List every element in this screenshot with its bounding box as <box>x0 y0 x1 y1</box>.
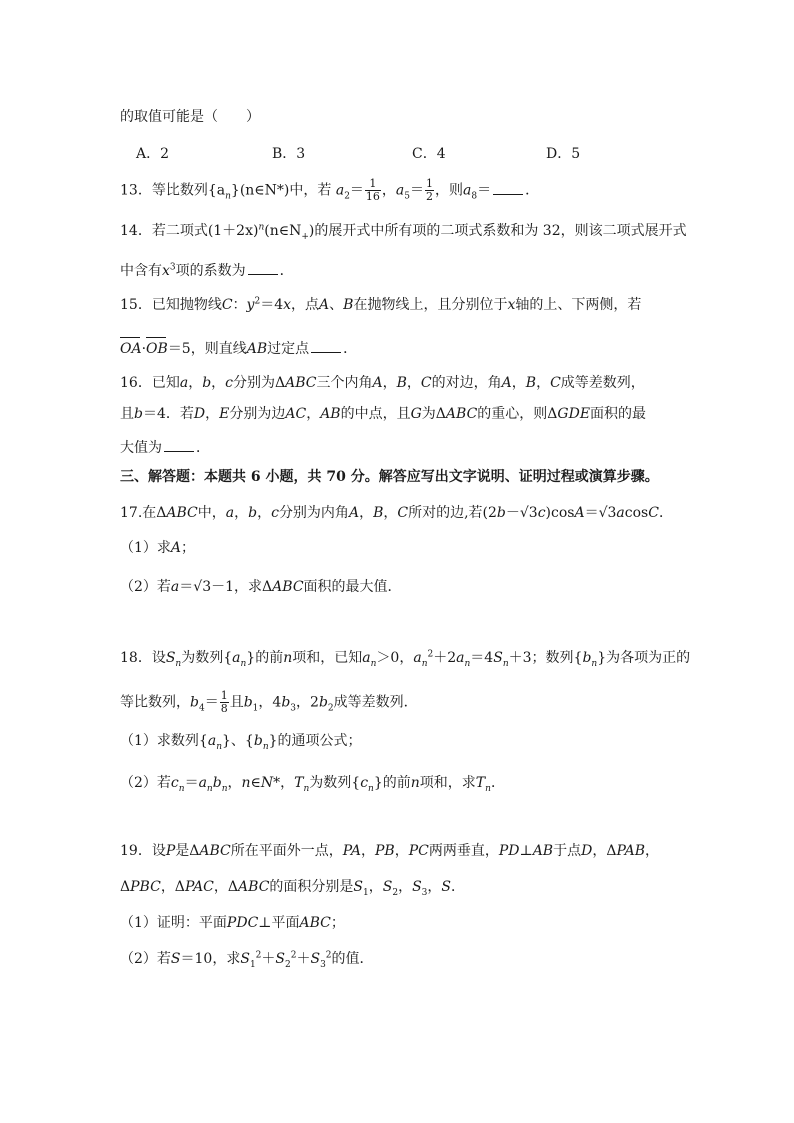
question-17-part1: （1）求A； <box>120 540 196 556</box>
fraction: $\frac{1}{16}$ <box>365 177 380 203</box>
answer-blank[interactable] <box>164 437 194 452</box>
option-a[interactable]: A．2 <box>136 146 170 162</box>
answer-blank[interactable] <box>248 260 278 275</box>
question-19-line2: ΔPBC，ΔPAC，ΔABC的面积分别是$S_1$，$S_2$，$S_3$，S． <box>120 879 465 898</box>
answer-blank[interactable] <box>493 180 523 195</box>
q12-tail: 的取值可能是（ ） <box>120 109 260 125</box>
question-15-line1: 15．已知抛物线C：$y^2=4x$，点A、B在抛物线上，且分别位于x轴的上、下两侧，若 <box>120 296 642 313</box>
question-19-part1: （1）证明：平面PDC⊥平面ABC； <box>120 915 345 931</box>
question-13: 13．等比数列$\{a_n\}(n\in N*)$中，若 $a_2=$ $\frac{1}{16}$ ，$a_5=$ $\frac{1}{2}$ ，则$a_8=$ ． <box>120 177 540 203</box>
fraction: $\frac{1}{8}$ <box>220 689 228 715</box>
section-heading: 三、解答题：本题共 6 小题，共 70 分。解答应写出文字说明、证明过程或演算步骤。 <box>120 469 659 485</box>
question-15-line2: OA·OB＝5，则直线AB过定点 ． <box>120 338 357 359</box>
question-14-line1: 14．若二项式$(1+2x)^n(n\in N_+)$的展开式中所有项的二项式系数和为 32，则该二项式展开式 <box>120 222 687 242</box>
question-18-line1: 18．设$S_n$为数列$\{a_n\}$的前n项和，已知$a_n>0$，$a_n^2+2a_n=4S_n+3$；数列$\{b_n\}$为各项为正的 <box>120 649 691 669</box>
question-18-part1: （1）求数列$\{a_n\}$、$\{b_n\}$的通项公式； <box>120 733 362 752</box>
question-14-line2: 中含有$x^3$项的系数为 ． <box>120 260 294 281</box>
question-16-line3: 大值为 ． <box>120 437 210 458</box>
question-18-line2: 等比数列，$b_4=$ $\frac{1}{8}$ 且$b_1$，$4b_3$，$2b_2$成等差数列． <box>120 689 418 715</box>
question-17-line1: 17.在ΔABC中，a，b，c分别为内角A，B，C所对的边,若(2b－√3c)cosA＝√3acosC． <box>120 505 673 521</box>
question-16-line2: 且b＝4．若D，E分别为边AC，AB的中点，且G为ΔABC的重心，则ΔGDE面积的最 <box>120 406 647 422</box>
question-19-part2: （2）若S＝10，求$S_1^2+S_2^2+S_3^2$的值． <box>120 950 374 970</box>
q12-options <box>136 143 596 163</box>
fraction: $\frac{1}{2}$ <box>426 177 434 203</box>
question-16-line1: 16．已知a，b，c分别为ΔABC三个内角A，B，C的对边，角A，B，C成等差数列， <box>120 375 645 391</box>
answer-blank[interactable] <box>311 338 341 353</box>
option-b[interactable]: B．3 <box>272 146 306 162</box>
question-19-line1: 19．设P是ΔABC所在平面外一点，PA，PB，PC两两垂直，PD⊥AB于点D，ΔPAB， <box>120 843 659 859</box>
question-18-part2: （2）若$c_n=a_nb_n$，n∈N*，$T_n$为数列$\{c_n\}$的前n项和，求$T_n$． <box>120 775 505 794</box>
option-d[interactable]: D．5 <box>546 146 581 162</box>
option-c[interactable]: C．4 <box>412 146 446 162</box>
question-17-part2: （2）若a＝√3－1，求ΔABC面积的最大值． <box>120 579 402 595</box>
